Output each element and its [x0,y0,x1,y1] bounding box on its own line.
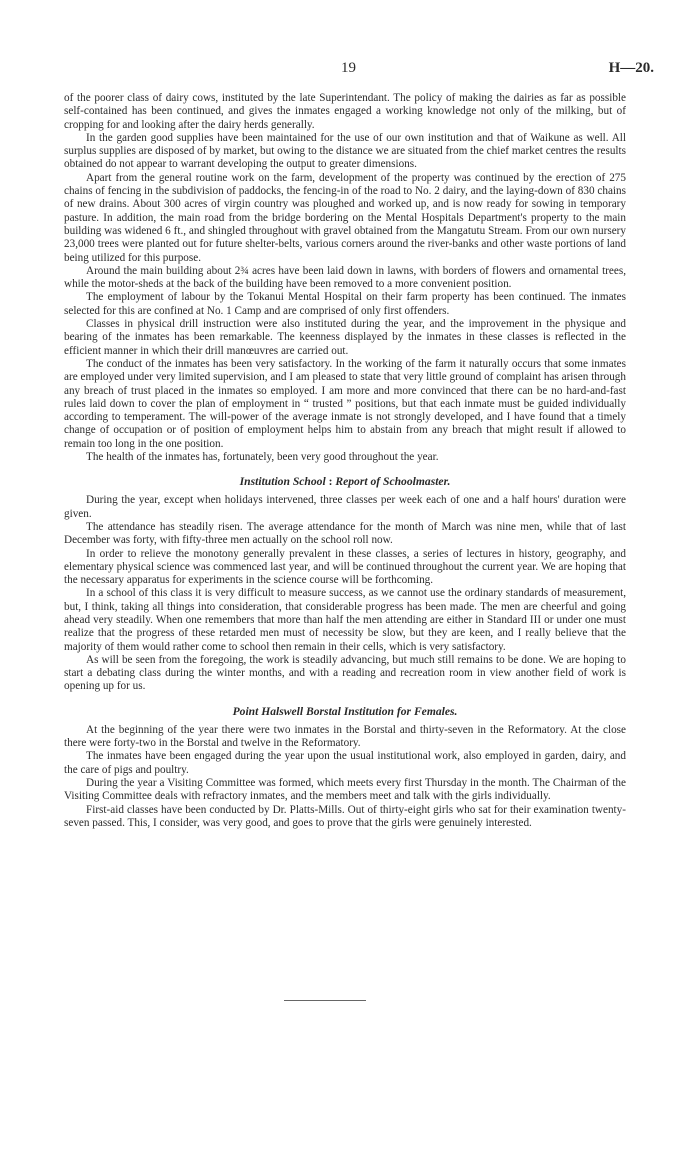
paragraph: of the poorer class of dairy cows, instituted by the late Superintendant. The policy of making the dairies as far as possible self-contained has been continued, and gives the inmates engaged a working knowledge not only of the milking, but of cropping for and looking after the dairy herds generally. [64,92,626,131]
footer-divider [284,1000,366,1001]
paragraph: Apart from the general routine work on the farm, development of the property was continued by the erection of 275 chains of fencing in the subdivision of paddocks, the fencing-in of the road to No. 2 dairy, and the laying-down of 830 chains of new drains. About 300 acres of virgin country was ploughed and worked up, and is now ready for sowing in temporary pasture. In addition, the main road from the bridge bordering on the Mental Hospitals Department's property to the main building was widened 6 ft., and shingled throughout with gravel obtained from the Mangatutu Stream. From our own nursery 23,000 trees were planted out for future shelter-belts, various corners around the river-banks and other waste portions of land being utilized for this purpose. [64,171,626,264]
paragraph: In the garden good supplies have been maintained for the use of our own institution and that of Waikune as well. All surplus supplies are disposed of by market, but owing to the distance we are situated from the chief market centres the results obtained do not appear to warrant developing the output to greater dimensions. [64,131,626,171]
paragraph: In a school of this class it is very difficult to measure success, as we cannot use the ordinary standards of measurement, but, I think, taking all things into consideration, that considerable progress has been made. The men are cheerful and going ahead very steadily. When one remembers that more than half the men attending are either in Standard III or under one must realize that the progress of these retarded men must of necessity be slow, but they are keen, and I really believe that the majority of them would rather come to school then remain in their cells, which is very satisfactory. [64,587,626,653]
page-number: 19 [341,60,356,76]
paragraph: At the beginning of the year there were two inmates in the Borstal and thirty-seven in the Reformatory. At the close there were forty-two in the Borstal and twelve in the Reformatory. [64,723,626,750]
paragraph: The employment of labour by the Tokanui Mental Hospital on their farm property has been continued. The inmates selected for this are confined at No. 1 Camp and are comprised of only first offenders. [64,291,626,317]
paragraph: During the year a Visiting Committee was formed, which meets every first Thursday in the month. The Chairman of the Visiting Committee deals with refractory inmates, and the members meet and talk with the girls individually. [64,776,626,803]
paragraph: The attendance has steadily risen. The average attendance for the month of March was nine men, while that of last December was forty, with fifty-three men actually on the school roll now. [64,520,626,547]
section-heading-institution-school [64,475,626,489]
paragraph: The inmates have been engaged during the year upon the usual institutional work, also employed in garden, dairy, and the care of pigs and poultry. [64,750,626,776]
section-heading-point-halswell: Point Halswell Borstal Institution for Females. [232,704,458,718]
document-code: H—20. [608,60,654,76]
paragraph: The health of the inmates has, fortunately, been very good throughout the year. [86,451,439,464]
section-heading-separator: : [325,475,336,489]
paragraph: Around the main building about 2¾ acres have been laid down in lawns, with borders of flowers and ornamental trees, while the motor-sheds at the back of the building have been removed to a more convenient position. [64,264,626,291]
page-header [0,60,700,80]
section-heading-part1: Institution School [239,475,326,489]
paragraph: Classes in physical drill instruction were also instituted during the year, and the improvement in the physique and bearing of the inmates has been remarkable. The keenness displayed by the inmates in these classes is reflected in the efficient manner in which their drill manœuvres are carried out. [64,318,626,357]
paragraph: In order to relieve the monotony generally prevalent in these classes, a series of lectures in history, geography, and elementary physical science was commenced last year, and will be continued throughout the current year. We are hoping that the necessary apparatus for experiments in the science course will be forthcoming. [64,547,626,587]
paragraph: As will be seen from the foregoing, the work is steadily advancing, but much still remains to be done. We are hoping to start a debating class during the winter months, and with a reading and recreation room in view another field of work is opening up for us. [64,653,626,693]
section-heading-part2: Report of Schoolmaster. [335,475,451,489]
paragraph: First-aid classes have been conducted by Dr. Platts-Mills. Out of thirty-eight girls who sat for their examination twenty-seven passed. This, I consider, was very good, and goes to prove that the girls were genuinely interested. [64,803,626,829]
page-body [64,92,626,830]
paragraph: The conduct of the inmates has been very satisfactory. In the working of the farm it naturally occurs that some inmates are employed under very limited supervision, and I am pleased to state that very little ground of complaint has arisen through any breach of trust placed in the inmates so employed. I am more and more convinced that there can be no hard-and-fast rules laid down to cover the plan of employment in “ trusted ” positions, but that each inmate must be guided individually according to temperament. The will-power of the average inmate is not strongly developed, and I have found that a timely change of occupation or of position of employment helps him to abstain from any breach that might result if allowed to remain too long in the one position. [64,357,626,450]
paragraph: During the year, except when holidays intervened, three classes per week each of one and a half hours' duration were given. [64,494,626,520]
